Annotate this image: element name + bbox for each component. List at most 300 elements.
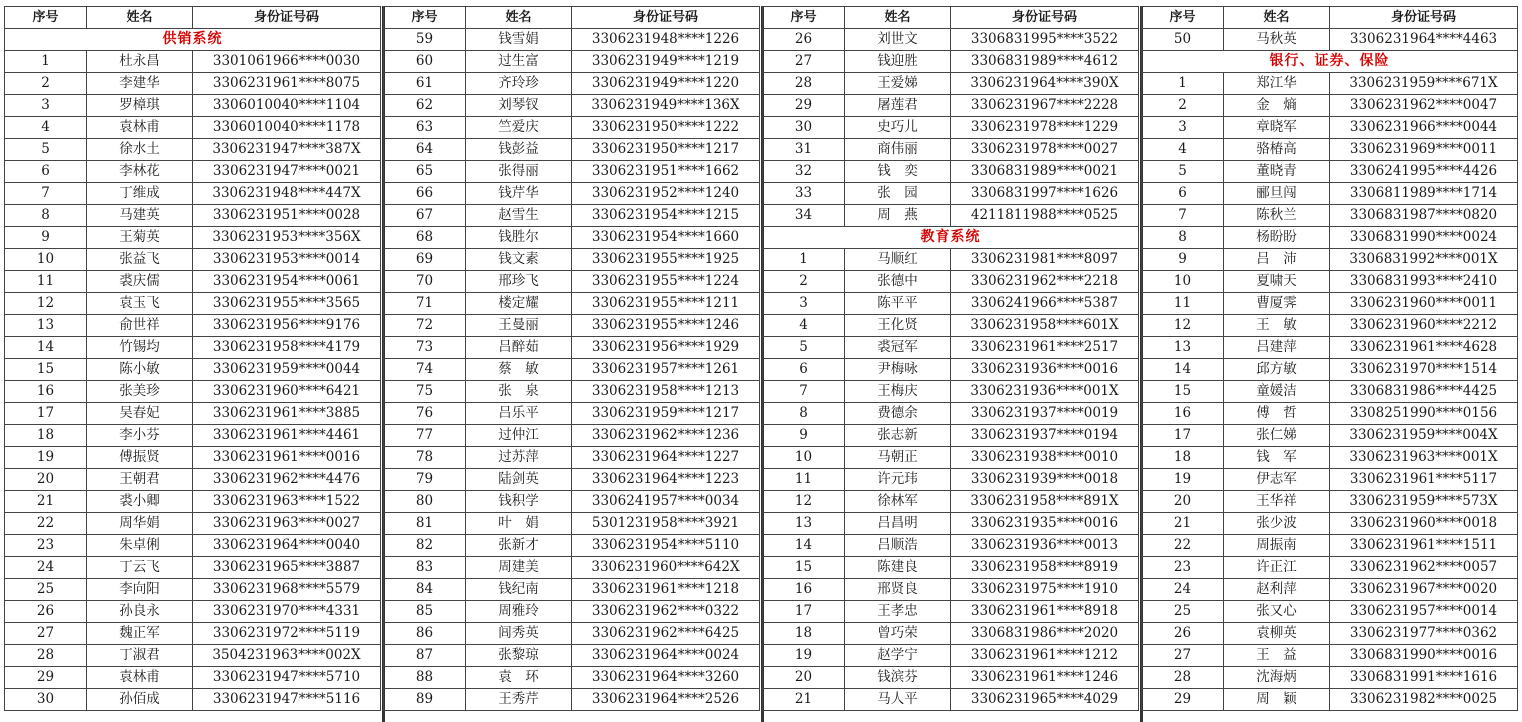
- id-number: 3306231963****001X: [1330, 447, 1518, 469]
- row-number: 11: [763, 469, 845, 491]
- id-number: 3306231970****4331: [193, 601, 381, 623]
- person-name: 王曼丽: [466, 315, 572, 337]
- person-name: 马人平: [845, 689, 951, 711]
- person-name: 魏正军: [87, 623, 193, 645]
- table-row: [384, 29, 760, 51]
- header-name: 姓名: [87, 7, 193, 29]
- id-number: 3306231964****1227: [572, 447, 760, 469]
- person-name: 过苏萍: [466, 447, 572, 469]
- id-number: 3306231961****4628: [1330, 337, 1518, 359]
- row-number: 83: [384, 557, 466, 579]
- roster-table: [4, 6, 381, 711]
- person-name: 王梅庆: [845, 381, 951, 403]
- id-number: 3306231961****5117: [1330, 469, 1518, 491]
- person-name: 齐玲珍: [466, 73, 572, 95]
- row-number: 79: [384, 469, 466, 491]
- id-number: 3306831992****001X: [1330, 249, 1518, 271]
- row-number: 26: [5, 601, 87, 623]
- id-number: 3306231956****9176: [193, 315, 381, 337]
- row-number: 81: [384, 513, 466, 535]
- row-number: 20: [763, 667, 845, 689]
- person-name: 周振南: [1224, 535, 1330, 557]
- id-number: 3306231959****0044: [193, 359, 381, 381]
- row-number: 69: [384, 249, 466, 271]
- person-name: 蔡 敏: [466, 359, 572, 381]
- id-number: 3306231939****0018: [951, 469, 1139, 491]
- row-number: 67: [384, 205, 466, 227]
- row-number: 28: [5, 645, 87, 667]
- person-name: 周 燕: [845, 205, 951, 227]
- row-number: 13: [5, 315, 87, 337]
- row-number: 27: [1142, 645, 1224, 667]
- section-row: [1142, 51, 1518, 73]
- table-row: [1142, 249, 1518, 271]
- table-row: [763, 161, 1139, 183]
- row-number: 72: [384, 315, 466, 337]
- table-row: [384, 491, 760, 513]
- person-name: 张美珍: [87, 381, 193, 403]
- section-title: 银行、证券、保险: [1142, 51, 1518, 73]
- row-number: 31: [763, 139, 845, 161]
- id-number: 3306231954****0061: [193, 271, 381, 293]
- table-row: [5, 645, 381, 667]
- id-number: 3306231937****0194: [951, 425, 1139, 447]
- person-name: 邢贤良: [845, 579, 951, 601]
- id-number: 3306231935****0016: [951, 513, 1139, 535]
- id-number: 3306231978****1229: [951, 117, 1139, 139]
- person-name: 钱积学: [466, 491, 572, 513]
- id-number: 3306231957****0014: [1330, 601, 1518, 623]
- table-row: [763, 557, 1139, 579]
- row-number: 80: [384, 491, 466, 513]
- row-number: 88: [384, 667, 466, 689]
- table-row: [763, 73, 1139, 95]
- id-number: 3306231959****004X: [1330, 425, 1518, 447]
- person-name: 竺爱庆: [466, 117, 572, 139]
- id-number: 3306231964****3260: [572, 667, 760, 689]
- person-name: 许正江: [1224, 557, 1330, 579]
- row-number: 15: [5, 359, 87, 381]
- id-number: 3306231960****0011: [1330, 293, 1518, 315]
- person-name: 袁 环: [466, 667, 572, 689]
- table-row: [1142, 117, 1518, 139]
- table-row: [1142, 29, 1518, 51]
- table-row: [384, 535, 760, 557]
- table-row: [1142, 183, 1518, 205]
- table-row: [384, 227, 760, 249]
- person-name: 尹梅咏: [845, 359, 951, 381]
- row-number: 28: [763, 73, 845, 95]
- person-name: 傅 哲: [1224, 403, 1330, 425]
- person-name: 吕醉茹: [466, 337, 572, 359]
- header-row: [384, 7, 760, 29]
- id-number: 3504231963****002X: [193, 645, 381, 667]
- table-row: [763, 513, 1139, 535]
- person-name: 张 园: [845, 183, 951, 205]
- person-name: 吕 沛: [1224, 249, 1330, 271]
- id-number: 3306231950****1222: [572, 117, 760, 139]
- row-number: 33: [763, 183, 845, 205]
- row-number: 18: [5, 425, 87, 447]
- person-name: 史巧儿: [845, 117, 951, 139]
- id-number: 3306231960****6421: [193, 381, 381, 403]
- id-number: 3306231958****4179: [193, 337, 381, 359]
- id-number: 3306010040****1178: [193, 117, 381, 139]
- id-number: 3306231975****1910: [951, 579, 1139, 601]
- table-row: [384, 249, 760, 271]
- id-number: 3306231958****1213: [572, 381, 760, 403]
- id-number: 3306231962****0057: [1330, 557, 1518, 579]
- table-row: [1142, 689, 1518, 711]
- person-name: 吴春妃: [87, 403, 193, 425]
- row-number: 5: [763, 337, 845, 359]
- table-row: [384, 557, 760, 579]
- person-name: 丁维成: [87, 183, 193, 205]
- table-row: [763, 645, 1139, 667]
- table-row: [5, 469, 381, 491]
- row-number: 21: [763, 689, 845, 711]
- id-number: 3306231950****1217: [572, 139, 760, 161]
- table-row: [384, 117, 760, 139]
- table-row: [1142, 227, 1518, 249]
- person-name: 叶 娟: [466, 513, 572, 535]
- row-number: 2: [5, 73, 87, 95]
- person-name: 张又心: [1224, 601, 1330, 623]
- person-name: 杨盼盼: [1224, 227, 1330, 249]
- person-name: 周雅玲: [466, 601, 572, 623]
- person-name: 郦旦闯: [1224, 183, 1330, 205]
- row-number: 25: [1142, 601, 1224, 623]
- id-number: 3306231961****1218: [572, 579, 760, 601]
- person-name: 裘庆儒: [87, 271, 193, 293]
- table-row: [1142, 667, 1518, 689]
- table-row: [384, 645, 760, 667]
- table-row: [1142, 535, 1518, 557]
- table-row: [1142, 337, 1518, 359]
- person-name: 王朝君: [87, 469, 193, 491]
- table-row: [384, 601, 760, 623]
- table-row: [763, 601, 1139, 623]
- table-row: [384, 51, 760, 73]
- id-number: 3306231959****671X: [1330, 73, 1518, 95]
- row-number: 26: [1142, 623, 1224, 645]
- person-name: 丁云飞: [87, 557, 193, 579]
- table-row: [5, 447, 381, 469]
- row-number: 9: [763, 425, 845, 447]
- row-number: 63: [384, 117, 466, 139]
- table-row: [763, 491, 1139, 513]
- section-row: [5, 29, 381, 51]
- table-row: [5, 513, 381, 535]
- id-number: 3306831995****3522: [951, 29, 1139, 51]
- id-number: 3306231937****0019: [951, 403, 1139, 425]
- id-number: 3306231936****001X: [951, 381, 1139, 403]
- id-number: 3306231947****5710: [193, 667, 381, 689]
- table-row: [1142, 491, 1518, 513]
- person-name: 裘小卿: [87, 491, 193, 513]
- row-number: 7: [1142, 205, 1224, 227]
- id-number: 3306231961****3885: [193, 403, 381, 425]
- id-number: 3306831986****4425: [1330, 381, 1518, 403]
- header-name: 姓名: [1224, 7, 1330, 29]
- id-number: 3306231961****8918: [951, 601, 1139, 623]
- row-number: 7: [5, 183, 87, 205]
- table-row: [763, 381, 1139, 403]
- table-row: [763, 29, 1139, 51]
- row-number: 26: [763, 29, 845, 51]
- person-name: 闾秀英: [466, 623, 572, 645]
- table-row: [384, 161, 760, 183]
- id-number: 3306231955****1211: [572, 293, 760, 315]
- table-row: [763, 183, 1139, 205]
- table-row: [763, 579, 1139, 601]
- id-number: 3308251990****0156: [1330, 403, 1518, 425]
- id-number: 3306831990****0016: [1330, 645, 1518, 667]
- row-number: 85: [384, 601, 466, 623]
- person-name: 钱彭益: [466, 139, 572, 161]
- header-row: [1142, 7, 1518, 29]
- table-row: [5, 249, 381, 271]
- row-number: 30: [5, 689, 87, 711]
- table-row: [5, 667, 381, 689]
- table-row: [384, 425, 760, 447]
- id-number: 3306241957****0034: [572, 491, 760, 513]
- row-number: 6: [763, 359, 845, 381]
- table-row: [384, 447, 760, 469]
- person-name: 张德中: [845, 271, 951, 293]
- person-name: 周建美: [466, 557, 572, 579]
- row-number: 23: [5, 535, 87, 557]
- header-no: 序号: [763, 7, 845, 29]
- id-number: 3306231951****0028: [193, 205, 381, 227]
- row-number: 27: [763, 51, 845, 73]
- header-name: 姓名: [845, 7, 951, 29]
- id-number: 3306811989****1714: [1330, 183, 1518, 205]
- row-number: 65: [384, 161, 466, 183]
- person-name: 商伟丽: [845, 139, 951, 161]
- table-row: [384, 689, 760, 711]
- table-row: [763, 139, 1139, 161]
- id-number: 3306231955****1224: [572, 271, 760, 293]
- person-name: 周 颖: [1224, 689, 1330, 711]
- id-number: 3306241966****5387: [951, 293, 1139, 315]
- row-number: 50: [1142, 29, 1224, 51]
- id-number: 3306231962****4476: [193, 469, 381, 491]
- table-row: [384, 579, 760, 601]
- table-row: [5, 183, 381, 205]
- row-number: 20: [1142, 491, 1224, 513]
- table-row: [1142, 95, 1518, 117]
- person-name: 赵学宁: [845, 645, 951, 667]
- id-number: 3306231959****1217: [572, 403, 760, 425]
- row-number: 9: [5, 227, 87, 249]
- id-number: 3306231963****0027: [193, 513, 381, 535]
- id-number: 3306231948****447X: [193, 183, 381, 205]
- row-number: 9: [1142, 249, 1224, 271]
- row-number: 11: [1142, 293, 1224, 315]
- person-name: 邢珍飞: [466, 271, 572, 293]
- row-number: 16: [1142, 403, 1224, 425]
- person-name: 朱卓俐: [87, 535, 193, 557]
- id-number: 3306231953****0014: [193, 249, 381, 271]
- header-row: [763, 7, 1139, 29]
- id-number: 3306231972****5119: [193, 623, 381, 645]
- row-number: 82: [384, 535, 466, 557]
- table-row: [763, 117, 1139, 139]
- roster-table: [762, 6, 1139, 711]
- table-row: [1142, 425, 1518, 447]
- table-row: [5, 293, 381, 315]
- table-row: [1142, 601, 1518, 623]
- table-row: [5, 51, 381, 73]
- table-row: [5, 535, 381, 557]
- person-name: 钱纪南: [466, 579, 572, 601]
- person-name: 李向阳: [87, 579, 193, 601]
- table-row: [1142, 139, 1518, 161]
- id-number: 3306831997****1626: [951, 183, 1139, 205]
- table-row: [5, 161, 381, 183]
- row-number: 1: [1142, 73, 1224, 95]
- table-row: [1142, 447, 1518, 469]
- id-number: 3306231949****1219: [572, 51, 760, 73]
- row-number: 12: [763, 491, 845, 513]
- id-number: 3306231962****0322: [572, 601, 760, 623]
- person-name: 钱 奕: [845, 161, 951, 183]
- table-row: [763, 623, 1139, 645]
- row-number: 17: [763, 601, 845, 623]
- id-number: 3306241995****4426: [1330, 161, 1518, 183]
- row-number: 23: [1142, 557, 1224, 579]
- table-row: [5, 381, 381, 403]
- row-number: 11: [5, 271, 87, 293]
- person-name: 钱 军: [1224, 447, 1330, 469]
- id-number: 3306831989****4612: [951, 51, 1139, 73]
- header-no: 序号: [1142, 7, 1224, 29]
- person-name: 金 熵: [1224, 95, 1330, 117]
- person-name: 曾巧荣: [845, 623, 951, 645]
- person-name: 王 敏: [1224, 315, 1330, 337]
- id-number: 3306010040****1104: [193, 95, 381, 117]
- row-number: 17: [5, 403, 87, 425]
- id-number: 3306231965****4029: [951, 689, 1139, 711]
- id-number: 3306231978****0027: [951, 139, 1139, 161]
- table-row: [5, 689, 381, 711]
- row-number: 86: [384, 623, 466, 645]
- section-title: 教育系统: [763, 227, 1139, 249]
- roster-column: [1141, 6, 1517, 722]
- header-id: 身份证号码: [951, 7, 1139, 29]
- id-number: 3306231936****0016: [951, 359, 1139, 381]
- table-row: [1142, 469, 1518, 491]
- id-number: 3306831990****0024: [1330, 227, 1518, 249]
- id-number: 3306231955****1246: [572, 315, 760, 337]
- row-number: 27: [5, 623, 87, 645]
- table-row: [763, 403, 1139, 425]
- roster-table: [383, 6, 760, 711]
- table-row: [384, 315, 760, 337]
- person-name: 钱芹华: [466, 183, 572, 205]
- person-name: 曹厦霁: [1224, 293, 1330, 315]
- table-row: [384, 623, 760, 645]
- table-row: [5, 227, 381, 249]
- person-name: 竹锡均: [87, 337, 193, 359]
- id-number: 3306231961****1511: [1330, 535, 1518, 557]
- table-row: [384, 139, 760, 161]
- id-number: 3306231952****1240: [572, 183, 760, 205]
- id-number: 3306231982****0025: [1330, 689, 1518, 711]
- id-number: 3306231961****1212: [951, 645, 1139, 667]
- person-name: 钱滨芬: [845, 667, 951, 689]
- row-number: 3: [763, 293, 845, 315]
- row-number: 3: [5, 95, 87, 117]
- person-name: 郑江华: [1224, 73, 1330, 95]
- table-row: [1142, 73, 1518, 95]
- person-name: 伊志军: [1224, 469, 1330, 491]
- person-name: 王爱娣: [845, 73, 951, 95]
- table-row: [5, 601, 381, 623]
- table-row: [384, 469, 760, 491]
- table-row: [384, 205, 760, 227]
- table-row: [384, 337, 760, 359]
- row-number: 1: [5, 51, 87, 73]
- id-number: 3306231960****0018: [1330, 513, 1518, 535]
- person-name: 丁淑君: [87, 645, 193, 667]
- table-row: [384, 667, 760, 689]
- person-name: 张 泉: [466, 381, 572, 403]
- table-row: [384, 183, 760, 205]
- id-number: 3306231960****2212: [1330, 315, 1518, 337]
- person-name: 童媛洁: [1224, 381, 1330, 403]
- row-number: 19: [763, 645, 845, 667]
- table-row: [5, 205, 381, 227]
- person-name: 董晓青: [1224, 161, 1330, 183]
- header-id: 身份证号码: [572, 7, 760, 29]
- person-name: 陈建良: [845, 557, 951, 579]
- row-number: 4: [5, 117, 87, 139]
- table-row: [1142, 359, 1518, 381]
- person-name: 王华祥: [1224, 491, 1330, 513]
- id-number: 3306231964****2526: [572, 689, 760, 711]
- id-number: 3306231947****387X: [193, 139, 381, 161]
- table-row: [763, 469, 1139, 491]
- person-name: 杜永昌: [87, 51, 193, 73]
- person-name: 吕顺浩: [845, 535, 951, 557]
- table-row: [5, 337, 381, 359]
- id-number: 3306831986****2020: [951, 623, 1139, 645]
- person-name: 刘世文: [845, 29, 951, 51]
- row-number: 89: [384, 689, 466, 711]
- person-name: 马顺红: [845, 249, 951, 271]
- id-number: 3301061966****0030: [193, 51, 381, 73]
- table-row: [384, 73, 760, 95]
- id-number: 3306231962****0047: [1330, 95, 1518, 117]
- person-name: 陈秋兰: [1224, 205, 1330, 227]
- roster-sheet: [4, 6, 1518, 722]
- row-number: 12: [1142, 315, 1224, 337]
- id-number: 3306231968****5579: [193, 579, 381, 601]
- id-number: 3306231963****1522: [193, 491, 381, 513]
- row-number: 16: [5, 381, 87, 403]
- table-row: [5, 315, 381, 337]
- id-number: 3306231964****1223: [572, 469, 760, 491]
- id-number: 3306231964****0024: [572, 645, 760, 667]
- row-number: 18: [1142, 447, 1224, 469]
- row-number: 4: [1142, 139, 1224, 161]
- person-name: 张益飞: [87, 249, 193, 271]
- row-number: 24: [5, 557, 87, 579]
- table-row: [384, 271, 760, 293]
- roster-table: [1141, 6, 1518, 711]
